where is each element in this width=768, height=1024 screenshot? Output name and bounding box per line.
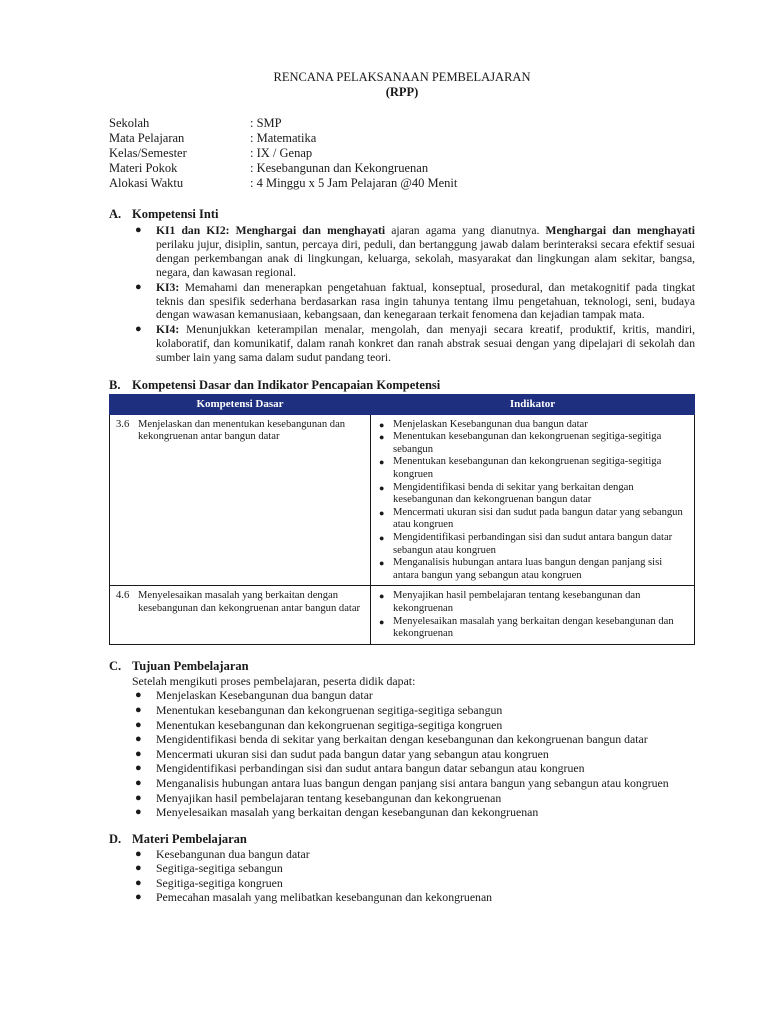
section-letter: A. [109,207,122,221]
ki-lead: KI3: [156,280,180,294]
bullet-icon: ● [135,733,142,746]
bullet-icon: ● [379,533,385,543]
bullet-icon: ● [135,689,142,702]
ki-item [132,224,695,280]
list-item-text: Menentukan kesebangunan dan kekongruenan segitiga-segitiga kongruen [156,717,503,732]
section-title: Tujuan Pembelajaran [132,658,249,673]
identity-block [109,116,695,191]
kd-table-body [110,414,695,644]
bullet-icon: ● [135,891,142,904]
list-item-text: Segitiga-segitiga kongruen [156,875,283,890]
document-title: RENCANA PELAKSANAAN PEMBELAJARAN [273,70,531,84]
list-item-text: Mencermati ukuran sisi dan sudut pada bangun datar yang sebangun atau kongruen [156,746,549,761]
bullet-icon: ● [135,762,142,775]
bullet-icon: ● [135,791,142,804]
ki-text: Menghargai dan menghayati [545,224,695,237]
list-item-text: Menyajikan hasil pembelajaran tentang kesebangunan dan kekongruenan [156,790,502,805]
bullet-icon: ● [135,718,142,731]
section-kompetensi-dasar [109,378,695,645]
document-subtitle: (RPP) [385,85,419,99]
ki-text: ajaran agama yang dianutnya. [385,224,546,237]
bullet-icon: ● [135,776,142,789]
indicator-text: Menyajikan hasil pembelajaran tentang kesebangunan dan kekongruenan [393,590,641,614]
kd-table [109,394,695,645]
document-header [109,70,695,100]
indicator-text: Menentukan kesebangunan dan kekongruenan segitiga-segitiga sebangun [393,431,662,455]
ki-item [132,281,695,323]
list-item [132,861,695,876]
section-title: Kompetensi Inti [132,207,219,221]
identity-label: Sekolah [109,116,150,130]
indicator-text: Menyelesaikan masalah yang berkaitan dengan kesebangunan dan kekongruenan [393,615,674,640]
kd-number: 4.6 [116,590,130,602]
kd-text: Menjelaskan dan menentukan kesebangunan dan kekongruenan antar bangun datar [138,418,346,443]
bullet-icon: ● [135,847,142,860]
identity-value: : Matematika [250,131,317,145]
list-item [132,732,695,747]
list-item [132,703,695,718]
identity-value: : Kesebangunan dan Kekongruenan [250,161,429,175]
indicator-cell [371,414,695,586]
identity-label: Materi Pokok [109,161,178,175]
indicator-item [377,590,690,615]
kd-table-header-row [110,395,695,415]
indicator-text: Mengidentifikasi benda di sekitar yang berkaitan dengan kesebangunan dan kekongruenan bangun datar [393,481,634,506]
indicator-list [377,419,690,583]
indicator-item [377,507,690,532]
list-item-text: Menyelesaikan masalah yang berkaitan dengan kesebangunan dan kekongruenan [156,805,539,820]
identity-label: Kelas/Semester [109,146,187,160]
ki-lead: KI4: [156,323,180,337]
list-item [132,791,695,806]
ki-text: Menunjukkan keterampilan menalar, mengolah, dan menyaji secara kreatif, produktif, kritis, mandiri, kolaboratif, dan komunikatif, dalam ranah konkret dan ranah abstrak sesuai dengan yang dipelajari di sekolah dan sumber lain yang sama dalam sudut pandang teori. [156,323,695,365]
list-item [132,761,695,776]
identity-row-class [109,146,695,161]
kd-content [116,590,366,615]
indicator-text: Menjelaskan Kesebangunan dua bangun datar [393,418,588,430]
list-item-text: Pemecahan masalah yang melibatkan kesebangunan dan kekongruenan [156,890,493,905]
ki-lead: KI1 dan KI2: [156,224,230,237]
bullet-icon: ● [379,507,385,518]
ki-text: Memahami dan menerapkan pengetahuan faktual, konseptual, prosedural, dan metakognitif pada tingkat teknis dan spesifik sederhana berdasarkan rasa ingin tahunya tentang ilmu pengetahuan, teknologi, seni, budaya dengan wawasan kemanusiaan, kebangsaan, dan kenegaraan terkait fenomena dan kejadian tampak mata. [156,280,696,322]
ki-list [132,224,695,365]
list-item [132,747,695,762]
indicator-item [377,532,690,557]
indicator-item [377,456,690,481]
identity-value: : IX / Genap [250,146,313,160]
indicator-item [377,557,690,582]
bullet-icon: ● [379,558,385,569]
section-letter: B. [109,378,121,393]
indicator-text: Mencermati ukuran sisi dan sudut pada bangun datar yang sebangun atau kongruen [393,506,683,531]
section-tujuan [109,659,695,820]
column-header-kd: Kompetensi Dasar [110,395,371,415]
indicator-text: Menganalisis hubungan antara luas bangun dengan panjang sisi antara bangun yang sebangun atau kongruen [393,557,663,581]
indicator-list [377,590,690,640]
bullet-icon: ● [135,747,142,760]
list-item-text: Mengidentifikasi perbandingan sisi dan sudut antara bangun datar sebangun atau kongruen [156,761,585,776]
section-kompetensi-inti [109,207,695,365]
bullet-icon: ● [379,482,385,493]
list-item [132,847,695,862]
bullet-icon: ● [379,457,385,468]
table-row [110,414,695,586]
list-item-text: Kesebangunan dua bangun datar [156,846,310,861]
section-heading [109,207,695,222]
bullet-icon: ● [379,591,385,602]
bullet-icon: ● [135,280,142,293]
kd-cell [110,586,371,644]
list-item [132,876,695,891]
indicator-item [377,616,690,641]
list-item-text: Menganalisis hubungan antara luas bangun dengan panjang sisi antara bangun yang sebangun atau kongruen [156,775,669,790]
bullet-icon: ● [135,876,142,889]
kd-text: Menyelesaikan masalah yang berkaitan dengan kesebangunan dan kekongruenan antar bangun datar [138,590,361,614]
section-title: Kompetensi Dasar dan Indikator Pencapaian Kompetensi [132,378,441,393]
list-item-text: Segitiga-segitiga sebangun [156,861,283,876]
table-row [110,586,695,644]
identity-row-school [109,116,695,131]
bullet-icon: ● [135,323,142,336]
indicator-item [377,431,690,456]
ki-text: Menghargai dan menghayati [235,224,386,237]
bullet-icon: ● [135,862,142,875]
indicator-cell [371,586,695,644]
materi-list [132,847,695,905]
section-heading [109,832,695,847]
list-item [132,805,695,820]
list-item [132,688,695,703]
ki-item [132,323,695,365]
identity-label: Alokasi Waktu [109,176,184,190]
section-letter: C. [109,658,122,673]
tujuan-list [132,688,695,819]
identity-row-subject [109,131,695,146]
section-letter: D. [109,831,122,846]
list-item-text: Mengidentifikasi benda di sekitar yang berkaitan dengan kesebangunan dan kekongruenan bangun datar [156,732,648,747]
section-heading [109,659,695,674]
identity-label: Mata Pelajaran [109,131,185,145]
identity-value: : 4 Minggu x 5 Jam Pelajaran @40 Menit [250,176,458,190]
bullet-icon: ● [135,806,142,819]
identity-value: : SMP [250,116,282,130]
section-materi [109,832,695,905]
section-heading [109,378,695,393]
kd-number: 3.6 [116,418,130,430]
indicator-item [377,482,690,507]
indicator-item [377,419,690,432]
identity-row-topic [109,161,695,176]
indicator-text: Menentukan kesebangunan dan kekongruenan segitiga-segitiga kongruen [393,456,662,481]
kd-cell [110,414,371,586]
list-item [132,890,695,905]
bullet-icon: ● [135,224,142,236]
list-item [132,776,695,791]
section-intro: Setelah mengikuti proses pembelajaran, peserta didik dapat: [132,673,416,688]
list-item-text: Menentukan kesebangunan dan kekongruenan segitiga-segitiga sebangun [156,702,503,717]
bullet-icon: ● [135,703,142,716]
column-header-indicator: Indikator [371,395,695,415]
bullet-icon: ● [379,616,385,627]
bullet-icon: ● [379,419,385,430]
kd-content [116,419,366,444]
bullet-icon: ● [379,432,385,443]
list-item [132,718,695,733]
indicator-text: Mengidentifikasi perbandingan sisi dan sudut antara bangun datar sebangun atau kongruen [393,532,673,556]
section-title: Materi Pembelajaran [132,831,247,846]
ki-text: perilaku jujur, disiplin, santun, percaya diri, peduli, dan bertanggung jawab dalam berinteraksi secara efektif sesuai dengan perkembangan anak di lingkungan, keluarga, sekolah, masyarakat dan lingkungan alam sekitar, bangsa, negara, dan kawasan regional. [156,237,695,279]
list-item-text: Menjelaskan Kesebangunan dua bangun datar [156,688,373,703]
identity-row-time [109,176,695,191]
